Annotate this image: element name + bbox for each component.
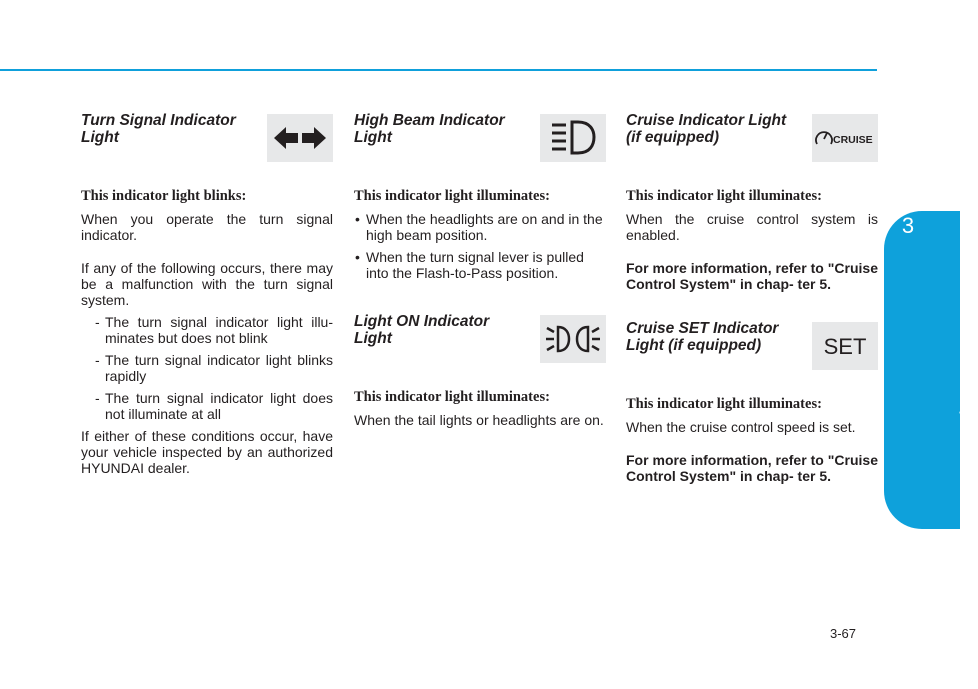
- chapter-tab: [884, 211, 960, 529]
- section-title-line: Cruise SET Indicator: [626, 320, 779, 337]
- header-rule: [0, 69, 877, 71]
- cruise-para: When the cruise control system is enabled.: [626, 211, 878, 243]
- light-on-icon: [544, 322, 602, 356]
- cruise-set-reference-note: For more information, refer to "Cruise Control System" in chap- ter 5.: [626, 452, 878, 484]
- cruise-icon-text: CRUISE: [833, 134, 873, 146]
- section-subheading: This indicator light illuminates:: [626, 396, 822, 412]
- section-title-line: Light: [81, 129, 119, 146]
- section-title-line: (if equipped): [626, 129, 719, 146]
- high-beam-list: [354, 211, 606, 281]
- list-item: - The turn signal indicator light blinks rapidly: [95, 352, 333, 384]
- section-title-line: Light (if equipped): [626, 337, 762, 354]
- list-item: - The turn signal indicator light does not illuminate at all: [95, 390, 333, 422]
- list-item: • When the headlights are on and in the high beam position.: [354, 211, 606, 243]
- light-on-icon-box: [540, 315, 606, 363]
- section-title-line: High Beam Indicator: [354, 112, 505, 129]
- turn-signal-para-malfunction: If any of the following occurs, there may be a malfunction with the turn signal system.: [81, 260, 333, 308]
- section-title: [81, 112, 257, 146]
- light-on-para: When the tail lights or headlights are on.: [354, 412, 604, 428]
- turn-signal-para-operate: When you operate the turn signal indicator.: [81, 211, 333, 243]
- section-title-line: Light: [354, 129, 392, 146]
- high-beam-icon: [548, 118, 598, 158]
- turn-signal-section: [81, 110, 333, 476]
- malfunction-list: [81, 314, 333, 422]
- cruise-section: [626, 110, 878, 292]
- light-on-section: [354, 311, 606, 428]
- section-title: [626, 112, 802, 146]
- section-subheading: This indicator light illuminates:: [626, 188, 822, 204]
- column-3: [626, 110, 878, 484]
- column-1: [81, 110, 333, 476]
- section-title-line: Turn Signal Indicator: [81, 112, 236, 129]
- chapter-number: 3: [901, 213, 915, 238]
- section-title: [354, 313, 530, 347]
- cruise-set-section: [626, 318, 878, 484]
- cruise-icon: [814, 126, 876, 150]
- column-2: [354, 110, 606, 428]
- set-icon: [817, 331, 873, 361]
- section-header: [354, 311, 606, 365]
- section-subheading: This indicator light illuminates:: [354, 188, 550, 204]
- turn-signal-icon-box: [267, 114, 333, 162]
- turn-signal-para-dealer: If either of these conditions occur, have your vehicle inspected by an authorized HYUNDAI dealer.: [81, 428, 333, 476]
- turn-signal-arrows-icon: [272, 124, 328, 152]
- section-title: [354, 112, 530, 146]
- cruise-icon-box: [812, 114, 878, 162]
- cruise-reference-note: For more information, refer to "Cruise Control System" in chap- ter 5.: [626, 260, 878, 292]
- section-title-line: Light: [354, 330, 392, 347]
- section-header: [354, 110, 606, 164]
- high-beam-section: [354, 110, 606, 281]
- chapter-title: Convenient features of your vehicle: [959, 265, 974, 487]
- high-beam-icon-box: [540, 114, 606, 162]
- section-subheading: This indicator light blinks:: [81, 188, 247, 204]
- section-header: [81, 110, 333, 164]
- section-title-line: Light ON Indicator: [354, 313, 490, 330]
- section-header: [626, 318, 878, 372]
- cruise-set-para: When the cruise control speed is set.: [626, 419, 856, 435]
- list-item: • When the turn signal lever is pulled into the Flash-to-Pass position.: [354, 249, 606, 281]
- section-title: [626, 320, 802, 354]
- list-item: - The turn signal indicator light illu- minates but does not blink: [95, 314, 333, 346]
- section-header: [626, 110, 878, 164]
- section-subheading: This indicator light illuminates:: [354, 389, 550, 405]
- section-title-line: Cruise Indicator Light: [626, 112, 787, 129]
- set-icon-text: SET: [823, 334, 867, 359]
- set-icon-box: [812, 322, 878, 370]
- page-number: 3-67: [830, 626, 857, 641]
